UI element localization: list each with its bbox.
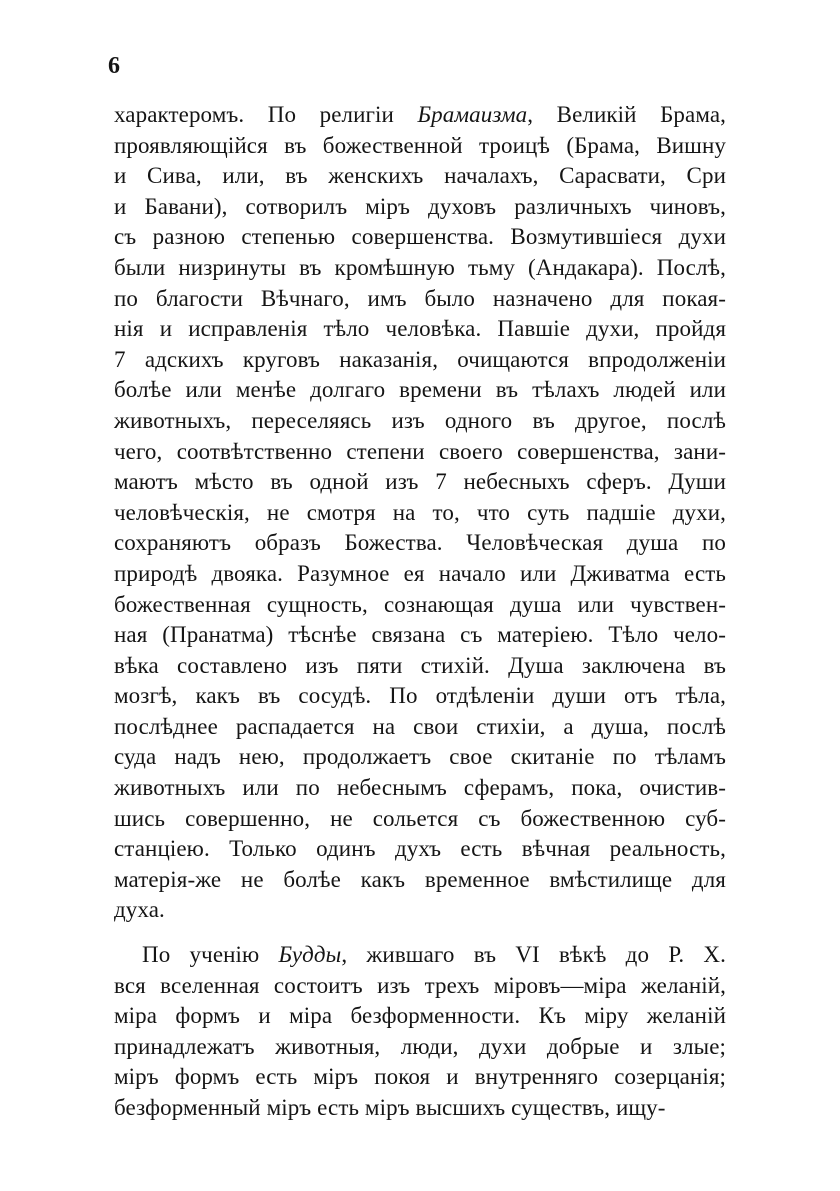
text-line: животныхъ, переселяясь изъ одного въ другое, послѣ — [114, 407, 726, 433]
text-line: ная (Пранатма) тѣснѣе связана съ матеріею. Тѣло чело- — [114, 622, 726, 648]
text-line: духа. — [114, 897, 165, 923]
text-line: вся вселенная состоитъ изъ трехъ міровъ—міра желаній, — [114, 972, 726, 998]
page-number: 6 — [108, 53, 120, 79]
text-line: По ученію Будды, жившаго въ VI вѣкѣ до Р. Х. — [142, 942, 726, 968]
body-text — [114, 100, 726, 1124]
text-line: и Сива, или, въ женскихъ началахъ, Сарасвати, Сри — [114, 163, 726, 189]
text-line: сохраняютъ образъ Божества. Человѣческая душа по — [114, 530, 726, 556]
text-line: нія и исправленія тѣло человѣка. Павшіе духи, пройдя — [114, 316, 726, 342]
text-line: 7 адскихъ круговъ наказанія, очищаются впродолженіи — [114, 346, 726, 372]
paragraph — [114, 100, 726, 926]
text-line: суда надъ нею, продолжаетъ свое скитаніе по тѣламъ — [114, 744, 726, 770]
text-line: съ разною степенью совершенства. Возмутившіеся духи — [114, 224, 726, 250]
text-line: характеромъ. По религіи Брамаизма, Великій Брама, — [114, 102, 726, 127]
text-line: маютъ мѣсто въ одной изъ 7 небесныхъ сферъ. Души — [114, 469, 726, 495]
text-line: чего, соотвѣтственно степени своего совершенства, зани- — [114, 438, 726, 464]
text-line: были низринуты въ кромѣшную тьму (Андакара). Послѣ, — [114, 254, 726, 280]
text-line: матерія-же не болѣе какъ временное вмѣстилище для — [114, 866, 726, 892]
text-line: шись совершенно, не сольется съ божественною суб- — [114, 805, 726, 831]
text-line: природѣ двояка. Разумное ея начало или Дживатма есть — [114, 560, 726, 586]
italic-term: Брамаизма — [417, 102, 528, 127]
text-line: животныхъ или по небеснымъ сферамъ, пока, очистив- — [114, 775, 726, 801]
paragraph — [114, 940, 726, 1124]
text-line: вѣка составлено изъ пяти стихій. Душа заключена въ — [114, 652, 726, 678]
text-line: міра формъ и міра безформенности. Къ міру желаній — [114, 1003, 726, 1029]
text-line: мозгѣ, какъ въ сосудѣ. По отдѣленіи души отъ тѣла, — [114, 683, 726, 709]
text-line: проявляющійся въ божественной троицѣ (Брама, Вишну — [114, 132, 726, 158]
text-line: станціею. Только одинъ духъ есть вѣчная реальность, — [114, 836, 726, 862]
text-line: божественная сущность, сознающая душа или чувствен- — [114, 591, 726, 617]
text-line: послѣднее распадается на свои стихіи, а душа, послѣ — [114, 713, 726, 739]
text-line: по благости Вѣчнаго, имъ было назначено для покая- — [114, 285, 726, 311]
text-line: міръ формъ есть міръ покоя и внутренняго созерцанія; — [114, 1064, 726, 1090]
text-line: безформенный міръ есть міръ высшихъ существъ, ищу- — [114, 1095, 666, 1120]
text-line: человѣческія, не смотря на то, что суть падшіе духи, — [114, 499, 726, 525]
text-line: болѣе или менѣе долгаго времени въ тѣлахъ людей или — [114, 377, 726, 403]
text-line: и Бавани), сотворилъ міръ духовъ различныхъ чиновъ, — [114, 193, 726, 219]
text-line: принадлежатъ животныя, люди, духи добрые и злые; — [114, 1033, 726, 1059]
paragraph-gap — [114, 926, 726, 940]
italic-term: Будды — [278, 942, 342, 968]
